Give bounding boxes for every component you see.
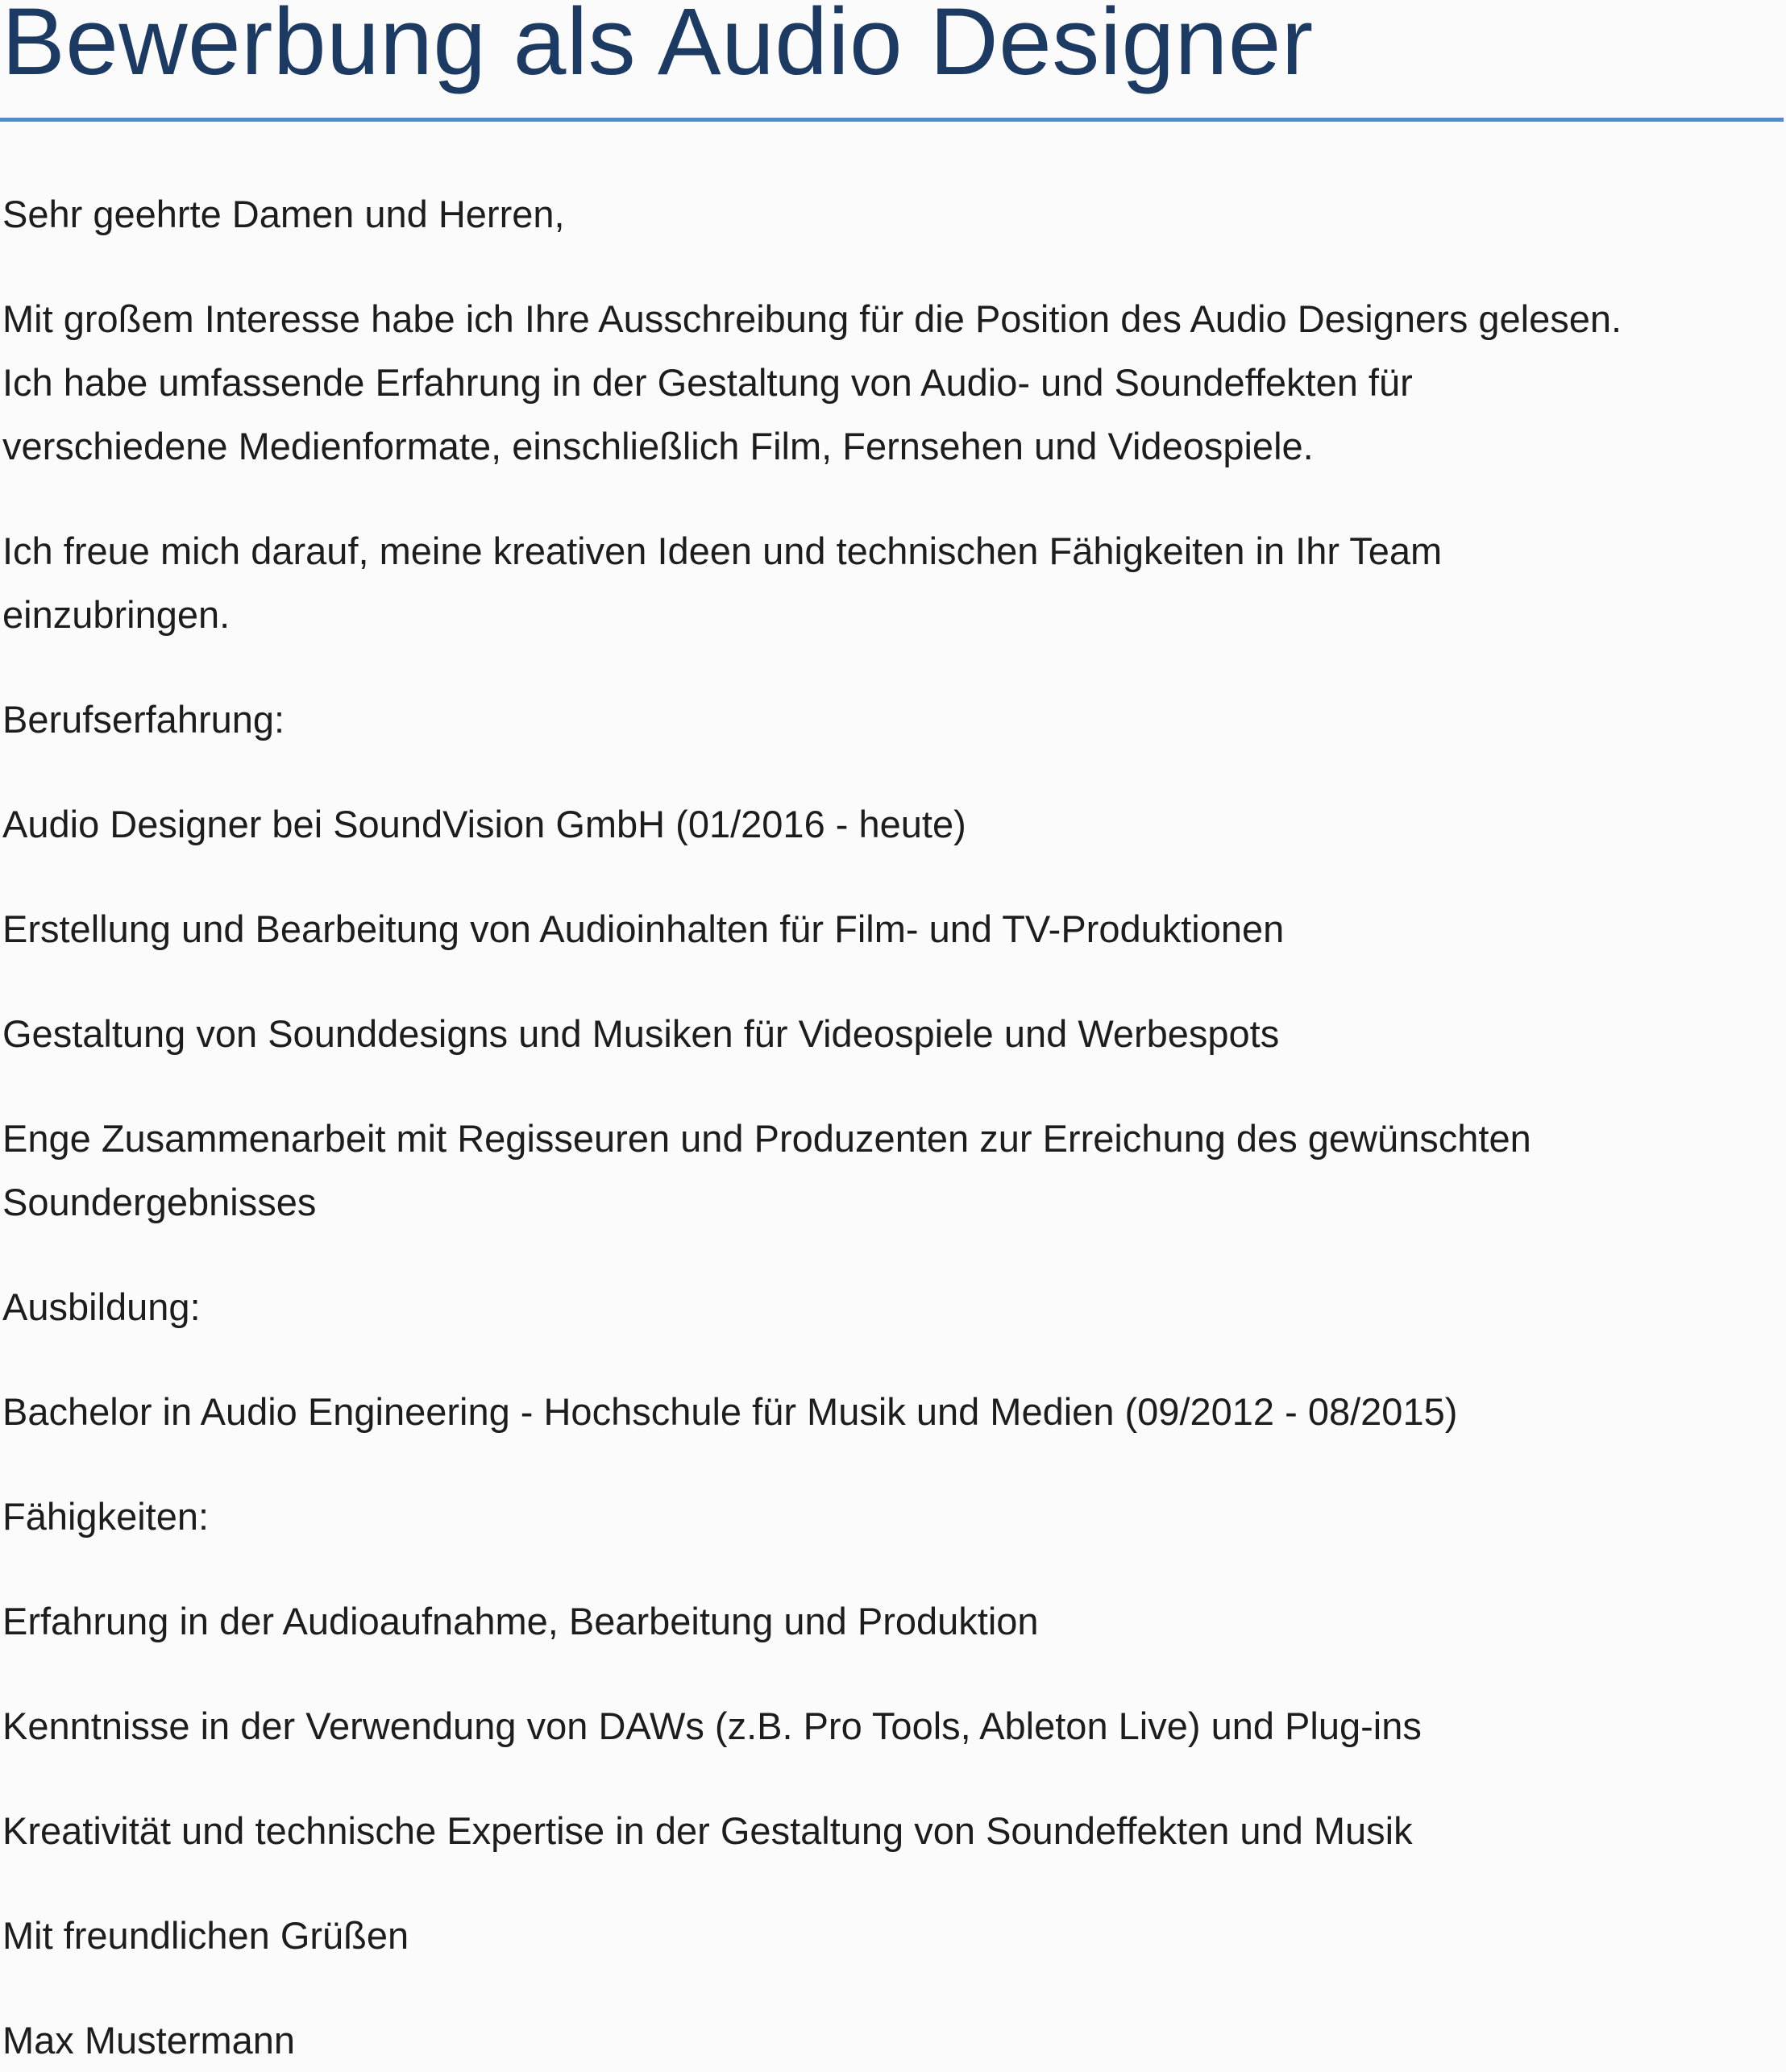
experience-heading: Berufserfahrung: <box>2 698 285 741</box>
experience-position: Audio Designer bei SoundVision GmbH (01/2016 - heute) <box>2 803 966 845</box>
intro-line: verschiedene Medienformate, einschließlich Film, Fernsehen und Videospiele. <box>2 425 1314 467</box>
experience-task: Gestaltung von Sounddesigns und Musiken für Videospiele und Werbespots <box>2 1012 1280 1055</box>
motivation-paragraph <box>2 519 1780 646</box>
skill-item: Kenntnisse in der Verwendung von DAWs (z.B. Pro Tools, Ableton Live) und Plug-ins <box>2 1705 1422 1747</box>
closing: Mit freundlichen Grüßen <box>2 1914 409 1957</box>
collaboration-line: Soundergebnisses <box>2 1181 317 1223</box>
collaboration-line: Enge Zusammenarbeit mit Regisseuren und Produzenten zur Erreichung des gewünschten <box>2 1117 1531 1160</box>
title-underline-rule <box>0 118 1784 122</box>
education-heading: Ausbildung: <box>2 1285 201 1328</box>
motivation-line: einzubringen. <box>2 593 231 636</box>
skills-heading: Fähigkeiten: <box>2 1495 210 1538</box>
motivation-line: Ich freue mich darauf, meine kreativen Ideen und technischen Fähigkeiten in Ihr Team <box>2 529 1443 572</box>
letter-body <box>2 182 1780 2072</box>
signature-name: Max Mustermann <box>2 2019 296 2062</box>
document-title: Bewerbung als Audio Designer <box>2 0 1314 95</box>
skill-item: Erfahrung in der Audioaufnahme, Bearbeitung und Produktion <box>2 1600 1039 1642</box>
education-degree: Bachelor in Audio Engineering - Hochschule für Musik und Medien (09/2012 - 08/2015) <box>2 1390 1458 1433</box>
experience-task: Erstellung und Bearbeitung von Audioinhalten für Film- und TV-Produktionen <box>2 907 1285 950</box>
intro-line: Ich habe umfassende Erfahrung in der Gestaltung von Audio- und Soundeffekten für <box>2 361 1413 404</box>
skill-item: Kreativität und technische Expertise in der Gestaltung von Soundeffekten und Musik <box>2 1809 1413 1852</box>
experience-collaboration <box>2 1107 1780 1234</box>
intro-line: Mit großem Interesse habe ich Ihre Ausschreibung für die Position des Audio Designers gelesen. <box>2 297 1622 340</box>
salutation: Sehr geehrte Damen und Herren, <box>2 193 565 235</box>
intro-paragraph <box>2 287 1780 478</box>
